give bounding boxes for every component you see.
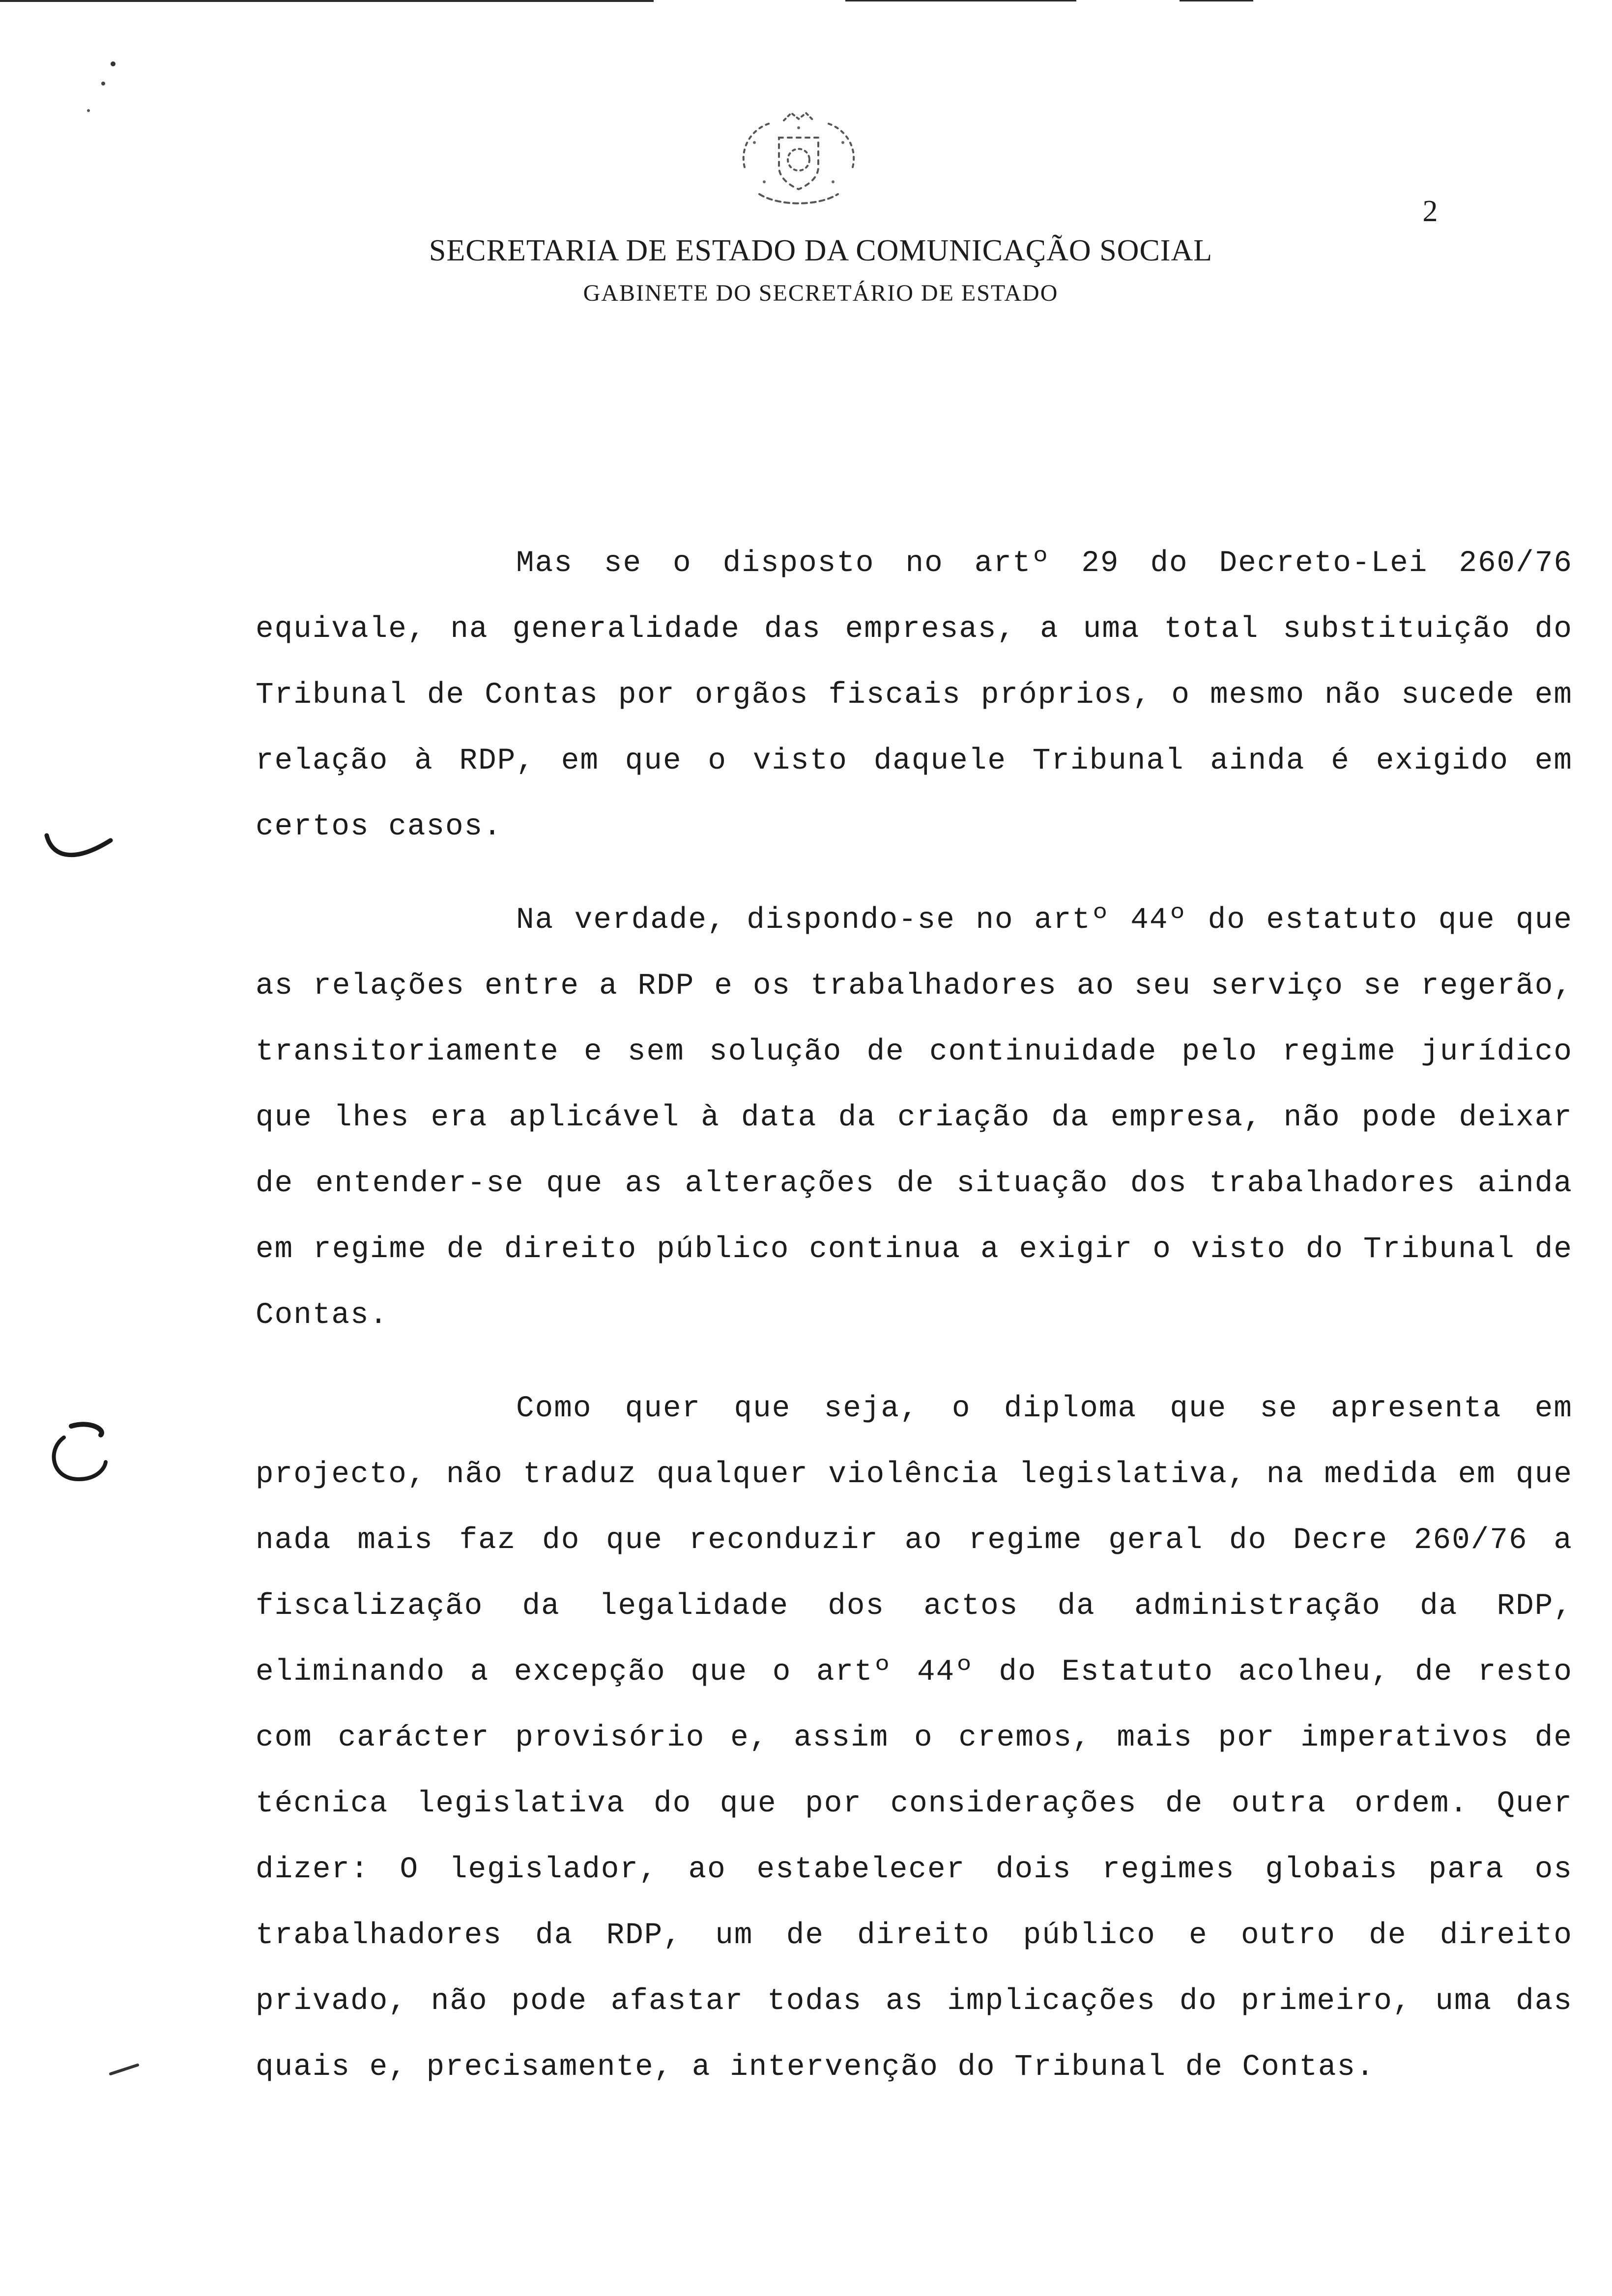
paragraph: Na verdade, dispondo-se no artº 44º do estatuto que que as relações entre a RDP e os trabalhadores ao seu serviço se regerão, transitoriamente e sem solução de continuidade pelo regime jurídico que lhes era aplicável à data da criação da empresa, não pode deixar de entender-se que as alterações de situação dos trabalhadores ainda em regime de direito público continua a exigir o visto do Tribunal de Contas. [256, 903, 1573, 1332]
ministry-title: SECRETARIA DE ESTADO DA COMUNICAÇÃO SOCIAL [429, 234, 1213, 267]
scan-edge-line [1180, 0, 1253, 1]
page-number: 2 [1422, 195, 1438, 228]
handwritten-check-mark [42, 826, 115, 870]
scan-edge-line [0, 0, 654, 2]
speck-marks [79, 54, 138, 128]
coat-of-arms-emblem [725, 108, 872, 211]
scan-edge-line [845, 0, 1076, 1]
paragraph: Mas se o disposto no artº 29 do Decreto-Lei 260/76 equivale, na generalidade das empresas, a uma total substituição do Tribunal de Contas por orgãos fiscais próprios, o mesmo não sucede em relação à RDP, em que o visto daquele Tribunal ainda é exigido em certos casos. [256, 546, 1573, 844]
office-subtitle: GABINETE DO SECRETÁRIO DE ESTADO [583, 280, 1059, 306]
pen-stroke-mark [108, 2059, 143, 2079]
paragraph: Como quer que seja, o diploma que se apresenta em projecto, não traduz qualquer violência legislativa, na medida em que nada mais faz do que reconduzir ao regime geral do Decre 260/76 a fiscalização da legalidade dos actos da administração da RDP, eliminando a excepção que o artº 44º do Estatuto acolheu, de resto com carácter provisório e, assim o cremos, mais por imperativos de técnica legislativa do que por considerações de outra ordem. Quer dizer: O legislador, ao estabelecer dois regimes globais para os trabalhadores da RDP, um de direito público e outro de direito privado, não pode afastar todas as implicações do primeiro, uma das quais e, precisamente, a intervenção do Tribunal de Contas. [256, 1392, 1573, 2084]
letter-body [256, 531, 1573, 2128]
handwritten-circle-mark [42, 1415, 115, 1489]
